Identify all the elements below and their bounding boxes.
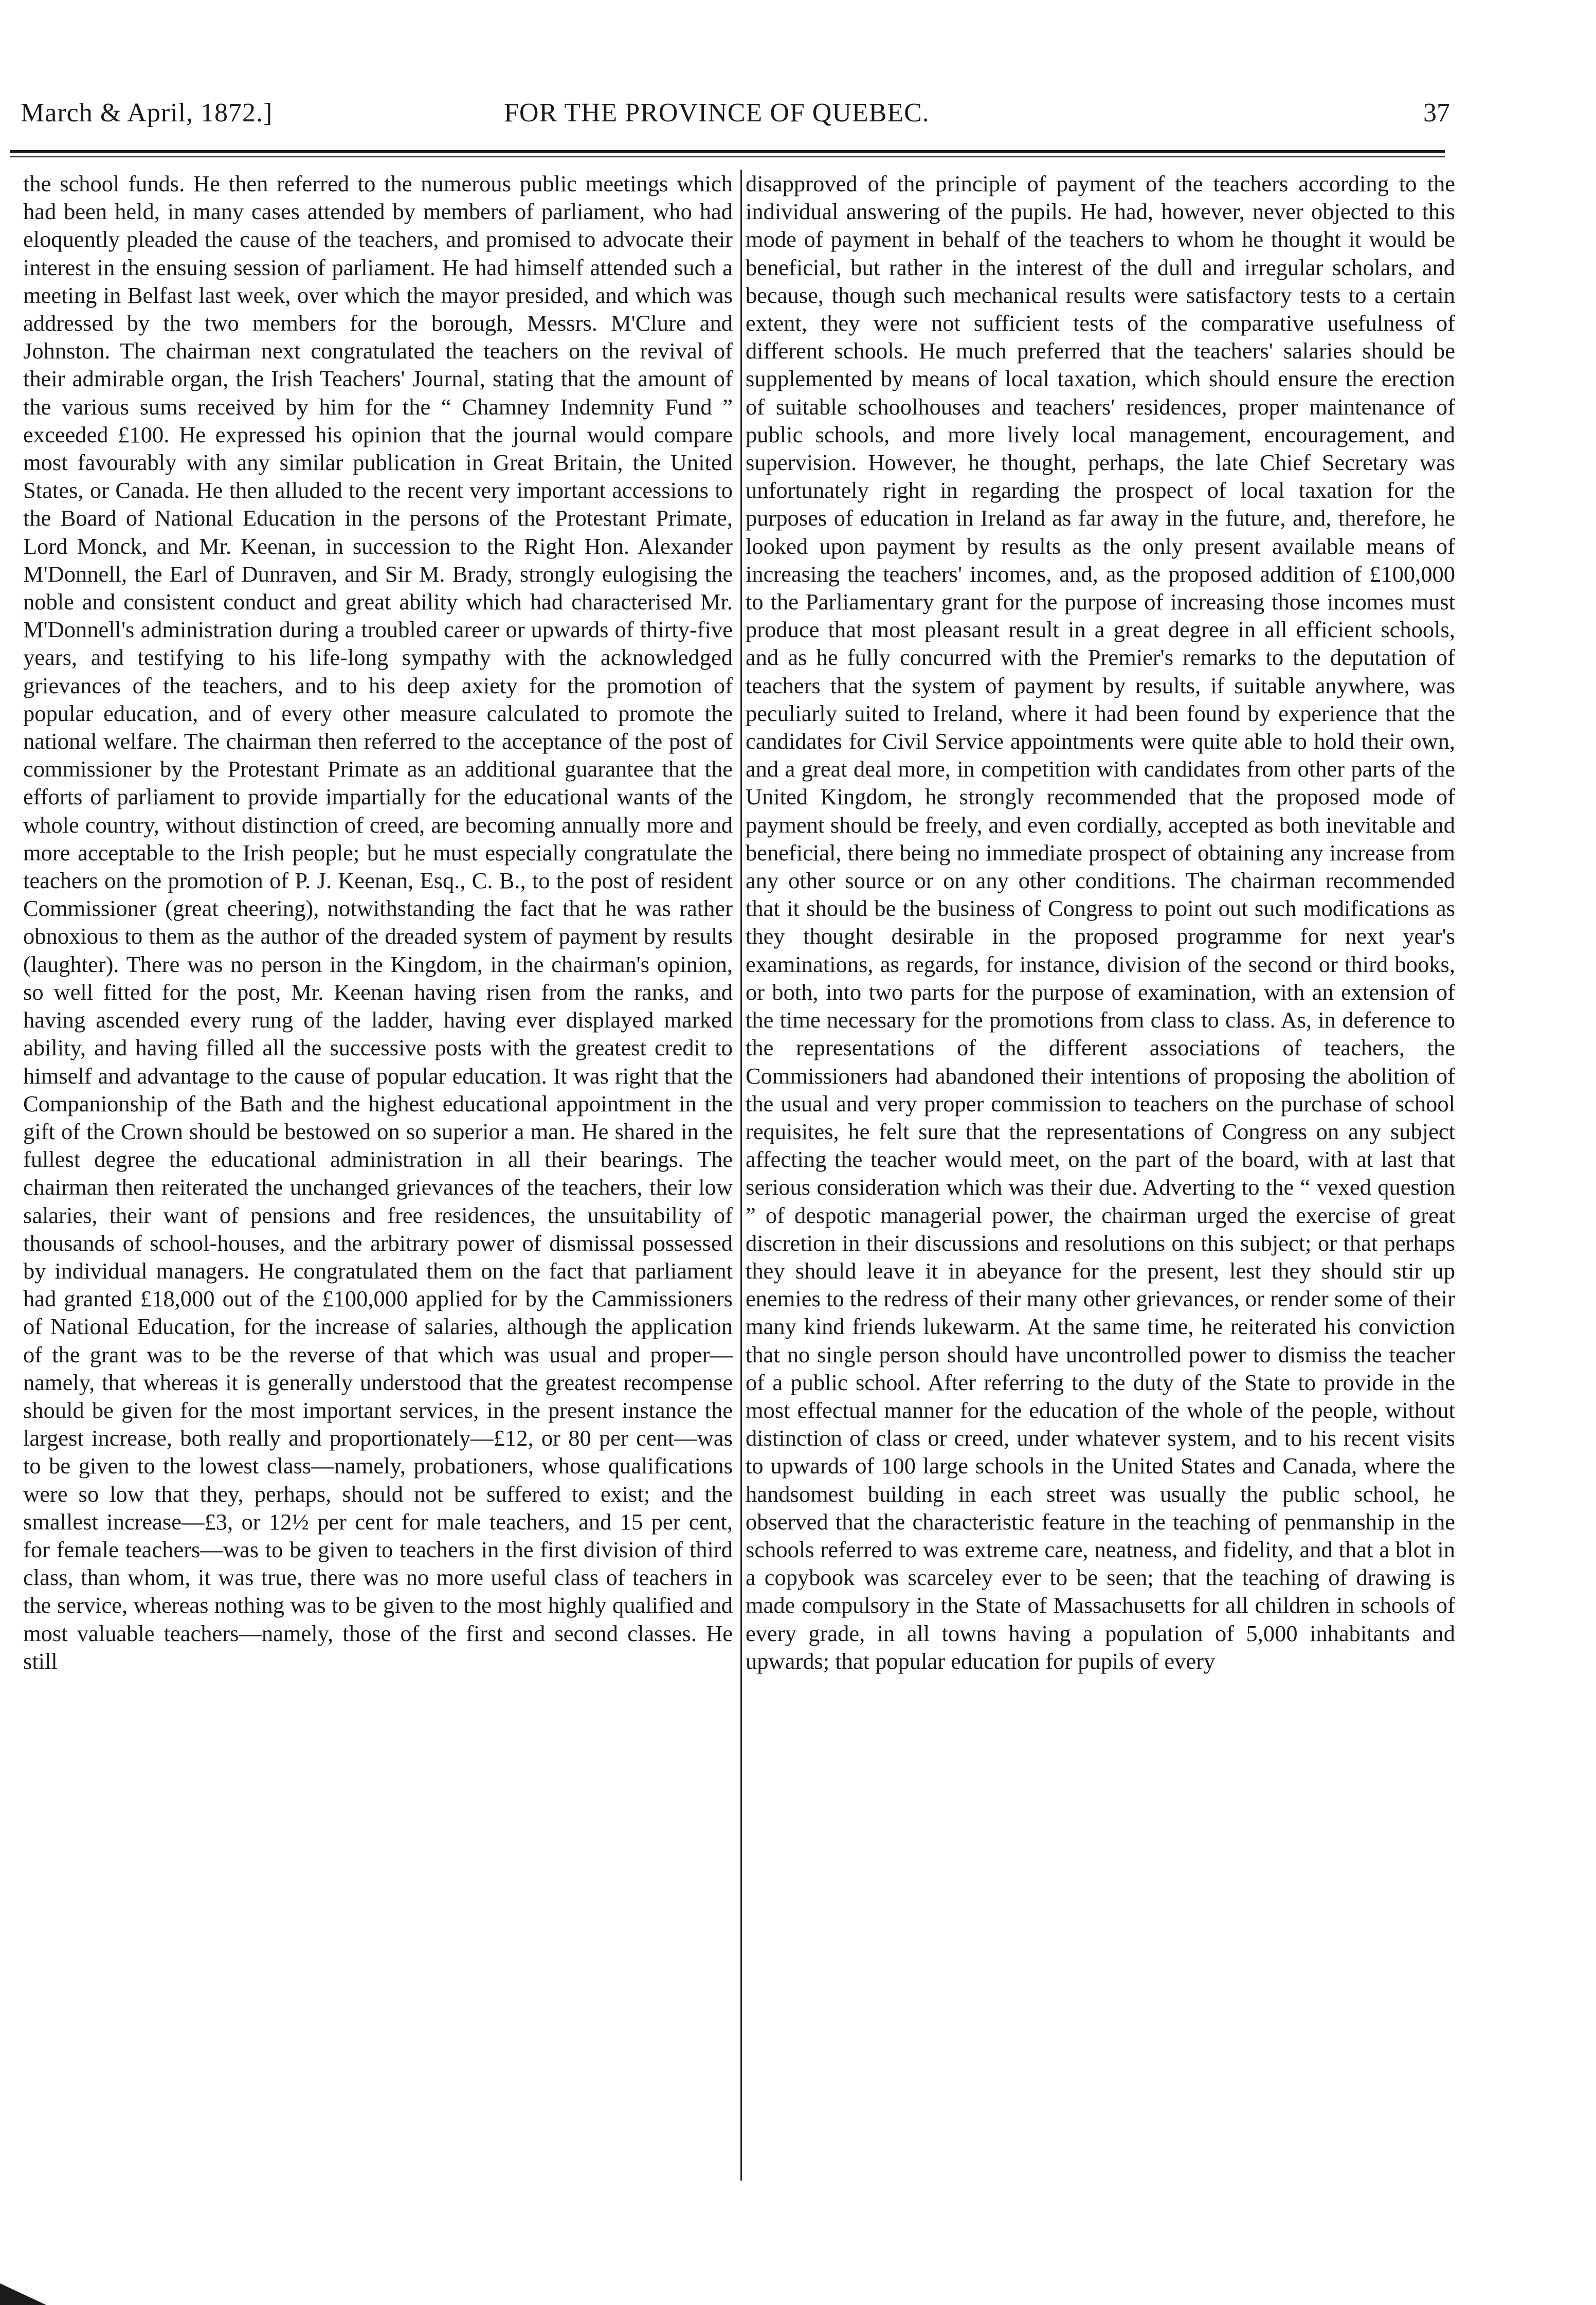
left-column bbox=[23, 170, 733, 1675]
running-title: FOR THE PROVINCE OF QUEBEC. bbox=[504, 98, 930, 128]
right-column bbox=[746, 170, 1455, 1675]
left-column-text: the school funds. He then referred to the numerous public meetings which had been held, in many cases attended by members of parliament, who had eloquently pleaded the cause of the teachers, and promised to advocate their interest in the ensuing session of parliament. He had himself attended such a meeting in Belfast last week, over which the mayor presided, and which was addressed by the two members for the borough, Messrs. M'Clure and Johnston. The chairman next congratulated the teachers on the revival of their admirable organ, the Irish Teachers' Journal, stating that the amount of the various sums received by him for the “ Chamney Indemnity Fund ” exceeded £100. He expressed his opinion that the journal would compare most favourably with any similar publication in Great Britain, the United States, or Canada. He then alluded to the recent very important accessions to the Board of National Education in the persons of the Protestant Primate, Lord Monck, and Mr. Keenan, in succession to the Right Hon. Alexander M'Donnell, the Earl of Dunraven, and Sir M. Brady, strongly eulogising the noble and consistent conduct and great ability which had characterised Mr. M'Donnell's administration during a troubled career or upwards of thirty-five years, and testifying to his life-long sympathy with the acknowledged grievances of the teachers, and to his deep axiety for the promotion of popular education, and of every other measure calculated to promote the national welfare. The chairman then referred to the acceptance of the post of commissioner by the Protestant Primate as an additional guarantee that the efforts of parliament to provide impartially for the educational wants of the whole country, without distinction of creed, are becoming annually more and more acceptable to the Irish people; but he must especially congratulate the teachers on the promotion of P. J. Keenan, Esq., C. B., to the post of resident Commissioner (great cheering), notwithstanding the fact that he was rather obnoxious to them as the author of the dreaded system of payment by results (laughter). There was no person in the Kingdom, in the chairman's opinion, so well fitted for the post, Mr. Keenan having risen from the ranks, and having ascended every rung of the ladder, having ever displayed marked ability, and having filled all the successive posts with the greatest credit to himself and advantage to the cause of popular education. It was right that the Companionship of the Bath and the highest educational appointment in the gift of the Crown should be bestowed on so superior a man. He shared in the fullest degree the educational administration in all their bearings. The chairman then reiterated the unchanged grievances of the teachers, their low salaries, their want of pensions and free residences, the unsuitability of thousands of school-houses, and the arbitrary power of dismissal possessed by individual managers. He congratulated them on the fact that parliament had granted £18,000 out of the £100,000 applied for by the Cammissioners of National Education, for the increase of salaries, although the application of the grant was to be the reverse of that which was usual and proper—namely, that whereas it is generally understood that the greatest recompense should be given for the most important services, in the present instance the largest increase, both really and proportionately—£12, or 80 per cent—was to be given to the lowest class—namely, probationers, whose qualifications were so low that they, perhaps, should not be suffered to exist; and the smallest increase—£3, or 12½ per cent for male teachers, and 15 per cent, for female teachers—was to be given to teachers in the first division of third class, than whom, it was true, there was no more useful class of teachers in the service, whereas nothing was to be given to the most highly qualified and most valuable teachers—namely, those of the first and second classes. He still bbox=[23, 171, 733, 1674]
page-number: 37 bbox=[1423, 98, 1450, 128]
issue-date: March & April, 1872.] bbox=[21, 98, 273, 128]
column-divider bbox=[740, 170, 742, 2181]
right-column-text: disapproved of the principle of payment of the teachers according to the individual answering of the pupils. He had, however, never objected to this mode of payment in behalf of the teachers to whom he thought it would be beneficial, but rather in the interest of the dull and irregular scholars, and because, though such mechanical results were satisfactory tests to a certain extent, they were not sufficient tests of the comparative usefulness of different schools. He much preferred that the teachers' salaries should be supplemented by means of local taxation, which should ensure the erection of suitable schoolhouses and teachers' residences, proper maintenance of public schools, and more lively local management, encouragement, and supervision. However, he thought, perhaps, the late Chief Secretary was unfortunately right in regarding the prospect of local taxation for the purposes of education in Ireland as far away in the future, and, therefore, he looked upon payment by results as the only present available means of increasing the teachers' incomes, and, as the proposed addition of £100,000 to the Parliamentary grant for the purpose of increasing those incomes must produce that most pleasant result in a great degree in all efficient schools, and as he fully concurred with the Premier's remarks to the deputation of teachers that the system of payment by results, if suitable anywhere, was peculiarly suited to Ireland, where it had been found by experience that the candidates for Civil Service appointments were quite able to hold their own, and a great deal more, in competition with candidates from other parts of the United Kingdom, he strongly recommended that the proposed mode of payment should be freely, and even cordially, accepted as both inevitable and beneficial, there being no immediate prospect of obtaining any increase from any other source or on any other conditions. The chairman recommended that it should be the business of Congress to point out such modifications as they thought desirable in the proposed programme for next year's examinations, as regards, for instance, division of the second or third books, or both, into two parts for the purpose of examination, with an extension of the time necessary for the promotions from class to class. As, in deference to the representations of the different associations of teachers, the Commissioners had abandoned their intentions of proposing the abolition of the usual and very proper commission to teachers on the purchase of school requisites, he felt sure that the representations of Congress on any subject affecting the teacher would meet, on the part of the board, with at last that serious consideration which was their due. Adverting to the “ vexed question ” of despotic managerial power, the chairman urged the exercise of great discretion in their discussions and resolutions on this subject; or that perhaps they should leave it in abeyance for the present, lest they should stir up enemies to the redress of their many other grievances, or render some of their many kind friends lukewarm. At the same time, he reiterated his conviction that no single person should have uncontrolled power to dismiss the teacher of a public school. After referring to the duty of the State to provide in the most effectual manner for the education of the whole of the people, without distinction of class or creed, under whatever system, and to his recent visits to upwards of 100 large schools in the United States and Canada, where the handsomest building in each street was usually the public school, he observed that the characteristic feature in the teaching of penmanship in the schools referred to was extreme care, neatness, and fidelity, and that a blot in a copybook was scarceley ever to be seen; that the teaching of drawing is made compulsory in the State of Massachusetts for all children in schools of every grade, in all towns having a population of 5,000 inhabitants and upwards; that popular education for pupils of every bbox=[746, 171, 1455, 1674]
binding-edge-mark bbox=[0, 2283, 46, 2305]
header-rule-thick bbox=[10, 150, 1445, 153]
running-header bbox=[21, 98, 1450, 139]
header-rule-thin bbox=[10, 156, 1445, 157]
